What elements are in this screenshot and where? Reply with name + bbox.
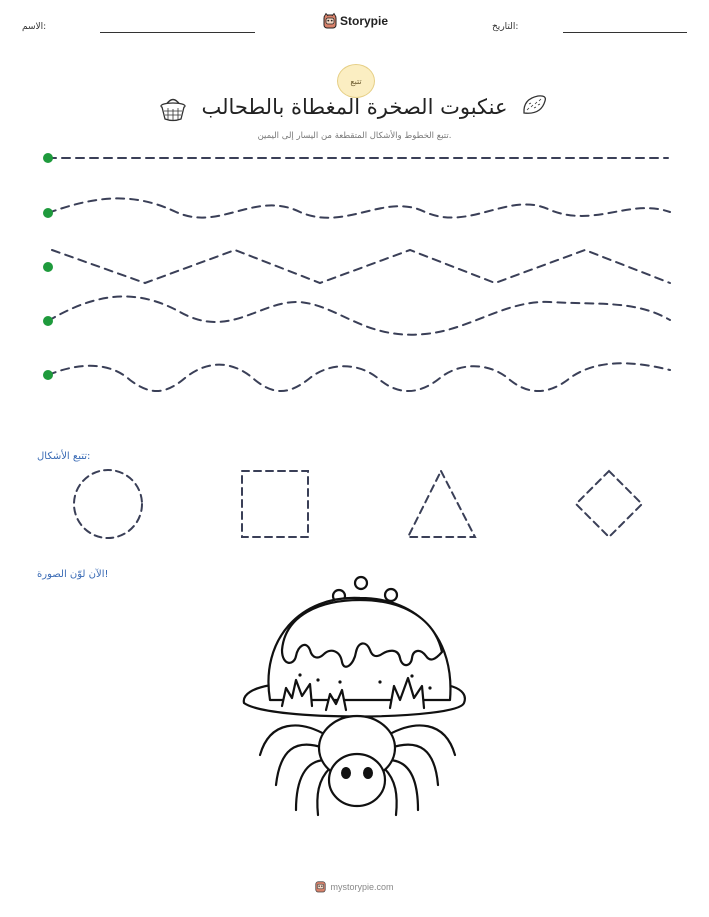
footer	[0, 880, 709, 893]
bubble	[385, 589, 397, 601]
shapes-label: تتبع الأشكال:	[37, 451, 91, 462]
rock-speck	[316, 678, 319, 681]
spider-leg	[317, 768, 330, 815]
rock-speck	[338, 680, 341, 683]
spider-leg	[388, 760, 418, 810]
spider-eye-left	[341, 767, 351, 779]
footer-url[interactable]: mystorypie.com	[330, 881, 394, 892]
trace-shape-square[interactable]	[242, 471, 308, 537]
trace-shape-triangle[interactable]	[408, 471, 475, 537]
start-dot	[43, 153, 53, 163]
coloring-illustration[interactable]	[230, 570, 490, 820]
trace-line-wave-3[interactable]	[48, 363, 670, 391]
start-dot	[43, 262, 53, 272]
trace-shape-circle[interactable]	[74, 470, 142, 538]
rock-speck	[298, 673, 301, 676]
color-label: الآن لوّن الصورة!	[37, 569, 109, 580]
date-label: التاريخ:	[492, 22, 519, 32]
spider-leg	[296, 760, 326, 810]
spider-leg	[388, 725, 455, 755]
spider-head	[329, 754, 385, 806]
bubble	[355, 577, 367, 589]
storypie-mascot-icon	[315, 880, 326, 893]
spider-leg	[260, 725, 326, 755]
tracing-lines	[0, 0, 709, 420]
trace-shape-diamond[interactable]	[576, 471, 642, 537]
page-title-text: عنكبوت الصخرة المغطاة بالطحالب	[201, 95, 508, 119]
start-dot	[43, 208, 53, 218]
instructions: تتبع الخطوط والأشكال المتقطعة من اليسار إلى اليمين.	[257, 131, 452, 141]
name-label: الاسم:	[22, 22, 47, 32]
brand-name: Storypie	[340, 14, 389, 28]
tracing-shapes	[0, 460, 709, 550]
trace-badge: تتبع	[337, 64, 375, 98]
rock-speck	[428, 686, 431, 689]
spider-leg	[384, 768, 397, 815]
trace-line-zigzag[interactable]	[52, 250, 670, 283]
start-dot	[43, 316, 53, 326]
start-dot	[43, 370, 53, 380]
spider-eye-right	[363, 767, 373, 779]
trace-line-wave-1[interactable]	[48, 198, 670, 217]
rock-speck	[378, 680, 381, 683]
trace-line-wave-2[interactable]	[48, 296, 670, 334]
rock-speck	[410, 674, 413, 677]
